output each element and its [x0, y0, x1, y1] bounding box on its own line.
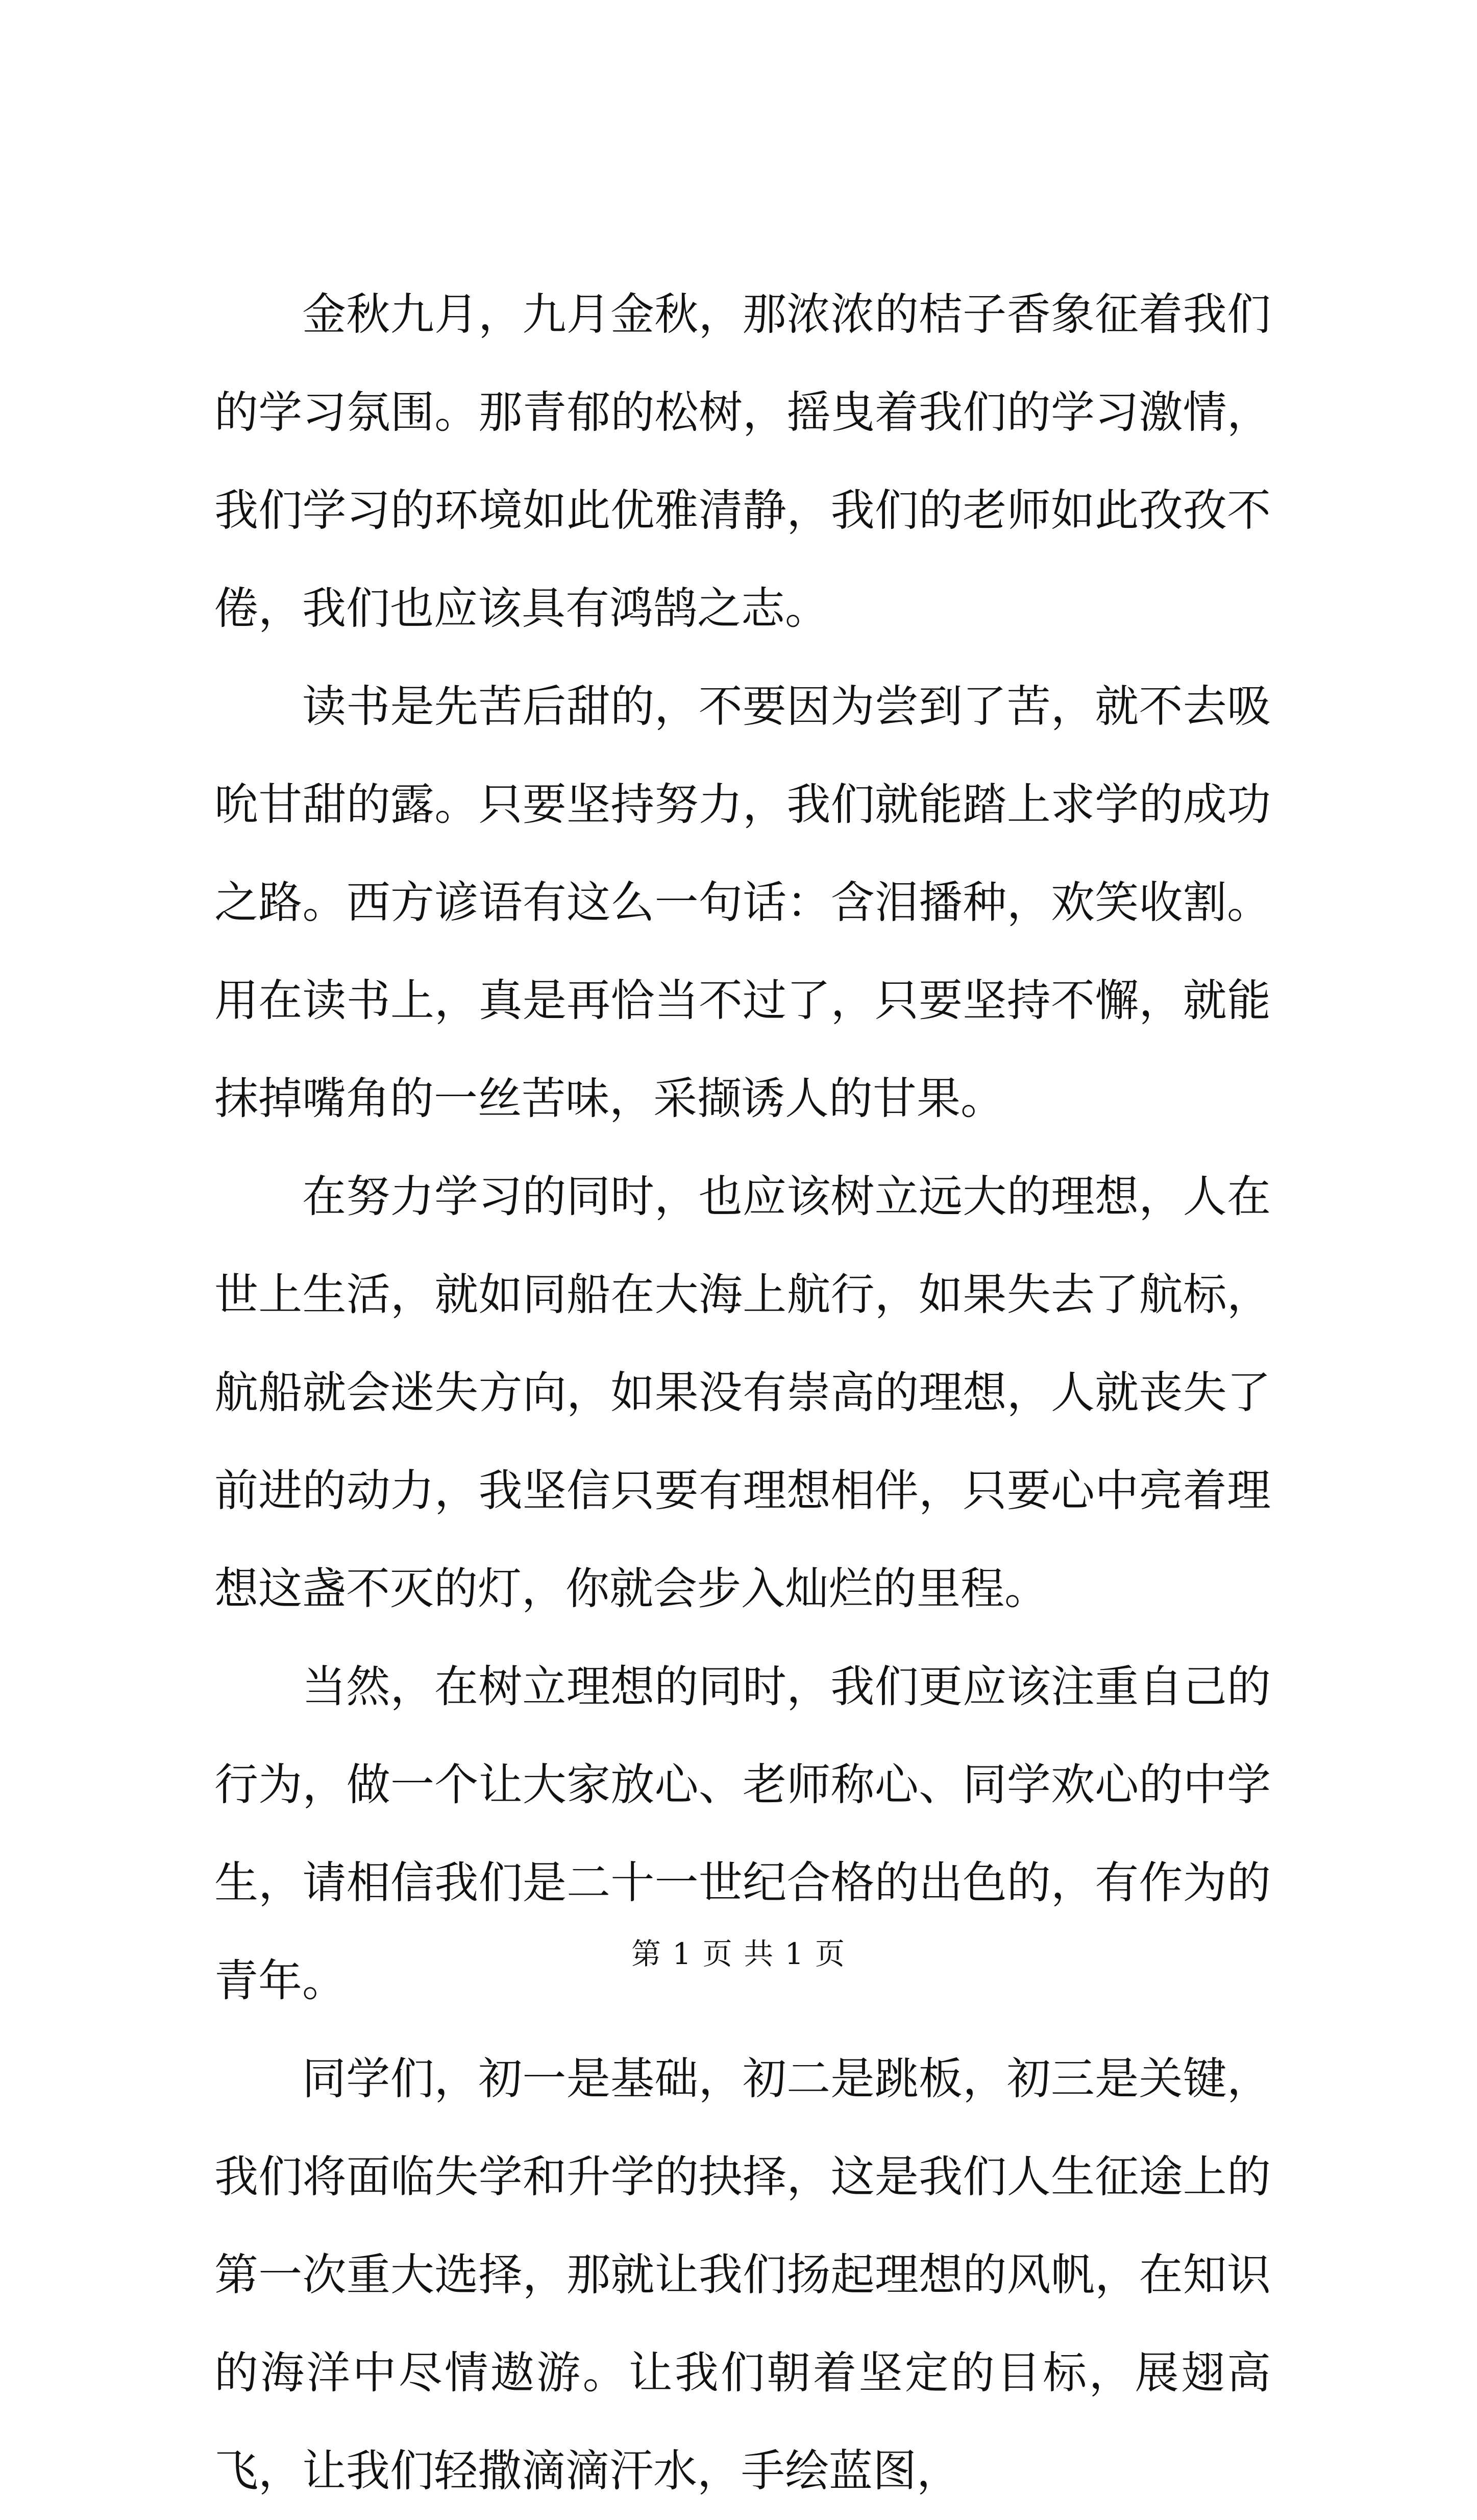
document-body: [214, 265, 1271, 2520]
paragraph-5: 同学们，初一是基础，初二是跳板，初三是关键，我们将面临失学和升学的抉择，这是我们人生征途上的第一次重大选择，那就让我们扬起理想的风帆，在知识的海洋中尽情遨游。让我们朝着坚定的目标，展翅高飞，让我们轻撒滴滴汗水，手绘蓝图，: [214, 2053, 1271, 2497]
page-footer: 第 1 页 共 1 页: [631, 1936, 846, 1971]
paragraph-1: 金秋九月，九月金秋，那浓浓的桔子香象征着我们的学习氛围。那青郁的松树，摇曳着我们的学习激情，我们学习的环境如此优雅清静，我们的老师如此孜孜不倦，我们也应该具有鸿鹄之志。: [214, 289, 1271, 634]
paragraph-4: 当然，在树立理想的同时，我们更应该注重自己的行为，做一个让大家放心、老师称心、同学欢心的中学生，请相信我们是二十一世纪合格的出色的，有作为的青年。: [214, 1661, 1271, 2006]
paragraph-3: 在努力学习的同时，也应该树立远大的理想，人在世上生活，就如同船在大海上航行，如果失去了航标，航船就会迷失方向，如果没有崇高的理想，人就丧失了前进的动力，我坚信只要有理想相伴，只要心中亮着理想这盏不灭的灯，你就会步入灿烂的里程。: [214, 1171, 1271, 1614]
paragraph-2: 读书是先苦后甜的，不要因为尝到了苦，就不去吸吮甘甜的露。只要坚持努力，我们就能踏上求学的成功之路。西方谚语有这么一句话：含泪播种，欢笑收割。用在读书上，真是再恰当不过了，只要坚持不懈，就能抹掉嘴角的一丝苦味，采撷诱人的甘果。: [214, 681, 1271, 1124]
